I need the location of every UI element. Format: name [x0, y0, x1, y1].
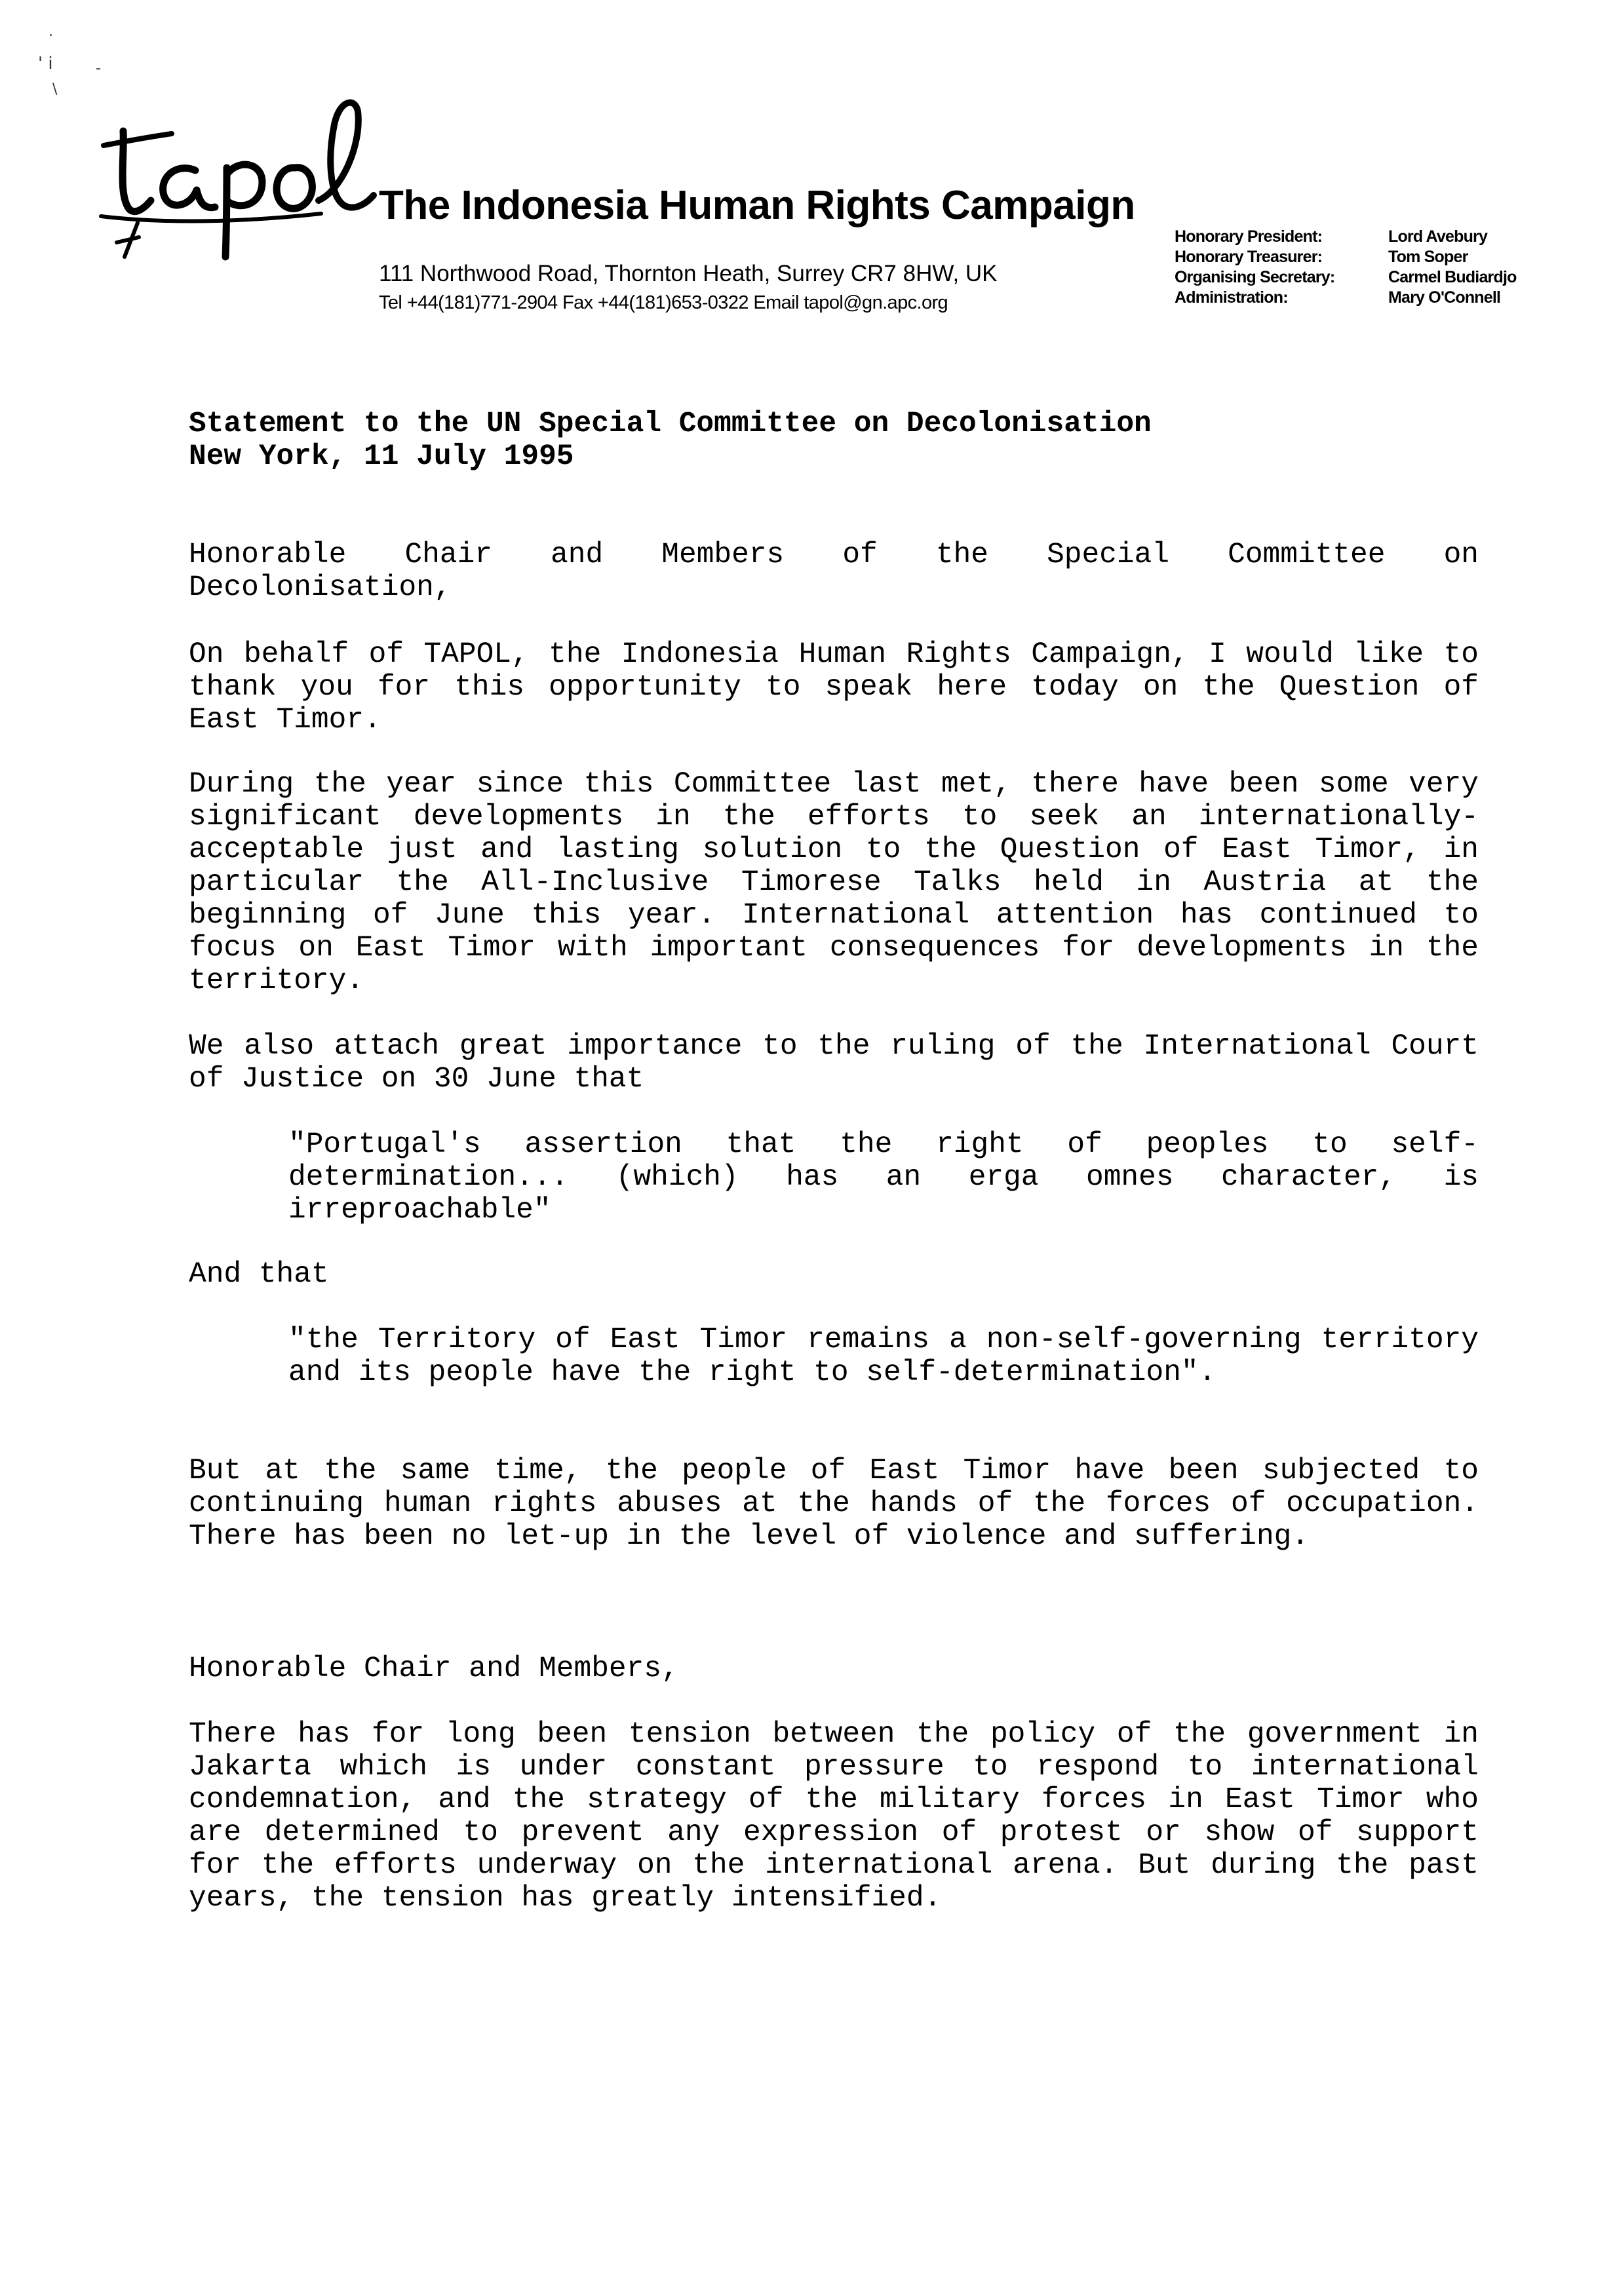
officer-role: Organising Secretary: [1175, 268, 1335, 286]
salutation [189, 539, 1479, 604]
and-that-line: And that [189, 1258, 329, 1291]
scan-speck: \ [52, 81, 58, 98]
statement-heading [189, 408, 1479, 473]
salutation-2: Honorable Chair and Members, [189, 1653, 679, 1685]
officer-row [1175, 288, 1559, 308]
contact-details: Tel +44(181)771-2904 Fax +44(181)653-0322 Email tapol@gn.apc.org [379, 292, 948, 313]
officer-name: Tom Soper [1388, 248, 1468, 266]
officer-role: Honorary President: [1175, 227, 1323, 246]
officer-role: Administration: [1175, 288, 1288, 307]
organization-name: The Indonesia Human Rights Campaign [379, 183, 1135, 228]
tapol-logo [98, 85, 380, 262]
officer-row [1175, 247, 1559, 267]
heading-title: Statement to the UN Special Committee on Decolonisation [189, 408, 1152, 440]
officer-name: Mary O'Connell [1388, 288, 1501, 307]
salutation-line: Decolonisation, [189, 571, 452, 604]
officer-row [1175, 227, 1559, 247]
scan-speck: . [49, 24, 53, 40]
paragraph-5: There has for long been tension between the policy of the government in Jakarta which is under constant pressure to respond to international condemnation, and the strategy of the military forces in East Timor who are determined to prevent any expression of protest or show of support for the efforts underway on the international arena. But during the past years, the tension has greatly intensified. [189, 1718, 1479, 1915]
officer-name: Carmel Budiardjo [1388, 268, 1517, 286]
postal-address: 111 Northwood Road, Thornton Heath, Surrey CR7 8HW, UK [379, 261, 998, 286]
paragraph-2: During the year since this Committee last met, there have been some very significant developments in the efforts to seek an internationally-acceptable just and lasting solution to the Question of East Timor, in particular the All-Inclusive Timorese Talks held in Austria at the beginning of June this year. International attention has continued to focus on East Timor with important consequences for developments in the territory. [189, 768, 1479, 997]
paragraph-1: On behalf of TAPOL, the Indonesia Human Rights Campaign, I would like to thank you for this opportunity to speak here today on the Question of East Timor. [189, 638, 1479, 737]
scan-speck: ' i [38, 54, 53, 73]
heading-place-date: New York, 11 July 1995 [189, 440, 574, 473]
quotation-1: "Portugal's assertion that the right of peoples to self-determination... (which) has an erga omnes character, is irreproachable" [288, 1128, 1479, 1227]
scan-speck: - [96, 60, 101, 77]
officers-list [1175, 227, 1559, 308]
salutation-line: Honorable Chair and Members of the Special Committee on [189, 539, 1479, 571]
paragraph-4: But at the same time, the people of East Timor have been subjected to continuing human rights abuses at the hands of the forces of occupation. There has been no let-up in the level of violence and suffering. [189, 1455, 1479, 1553]
officer-role: Honorary Treasurer: [1175, 248, 1323, 266]
paragraph-3: We also attach great importance to the ruling of the International Court of Justice on 30 June that [189, 1030, 1479, 1096]
officer-name: Lord Avebury [1388, 227, 1488, 246]
officer-row [1175, 267, 1559, 288]
quotation-2: "the Territory of East Timor remains a non-self-governing territory and its people have the right to self-determination". [288, 1324, 1479, 1389]
